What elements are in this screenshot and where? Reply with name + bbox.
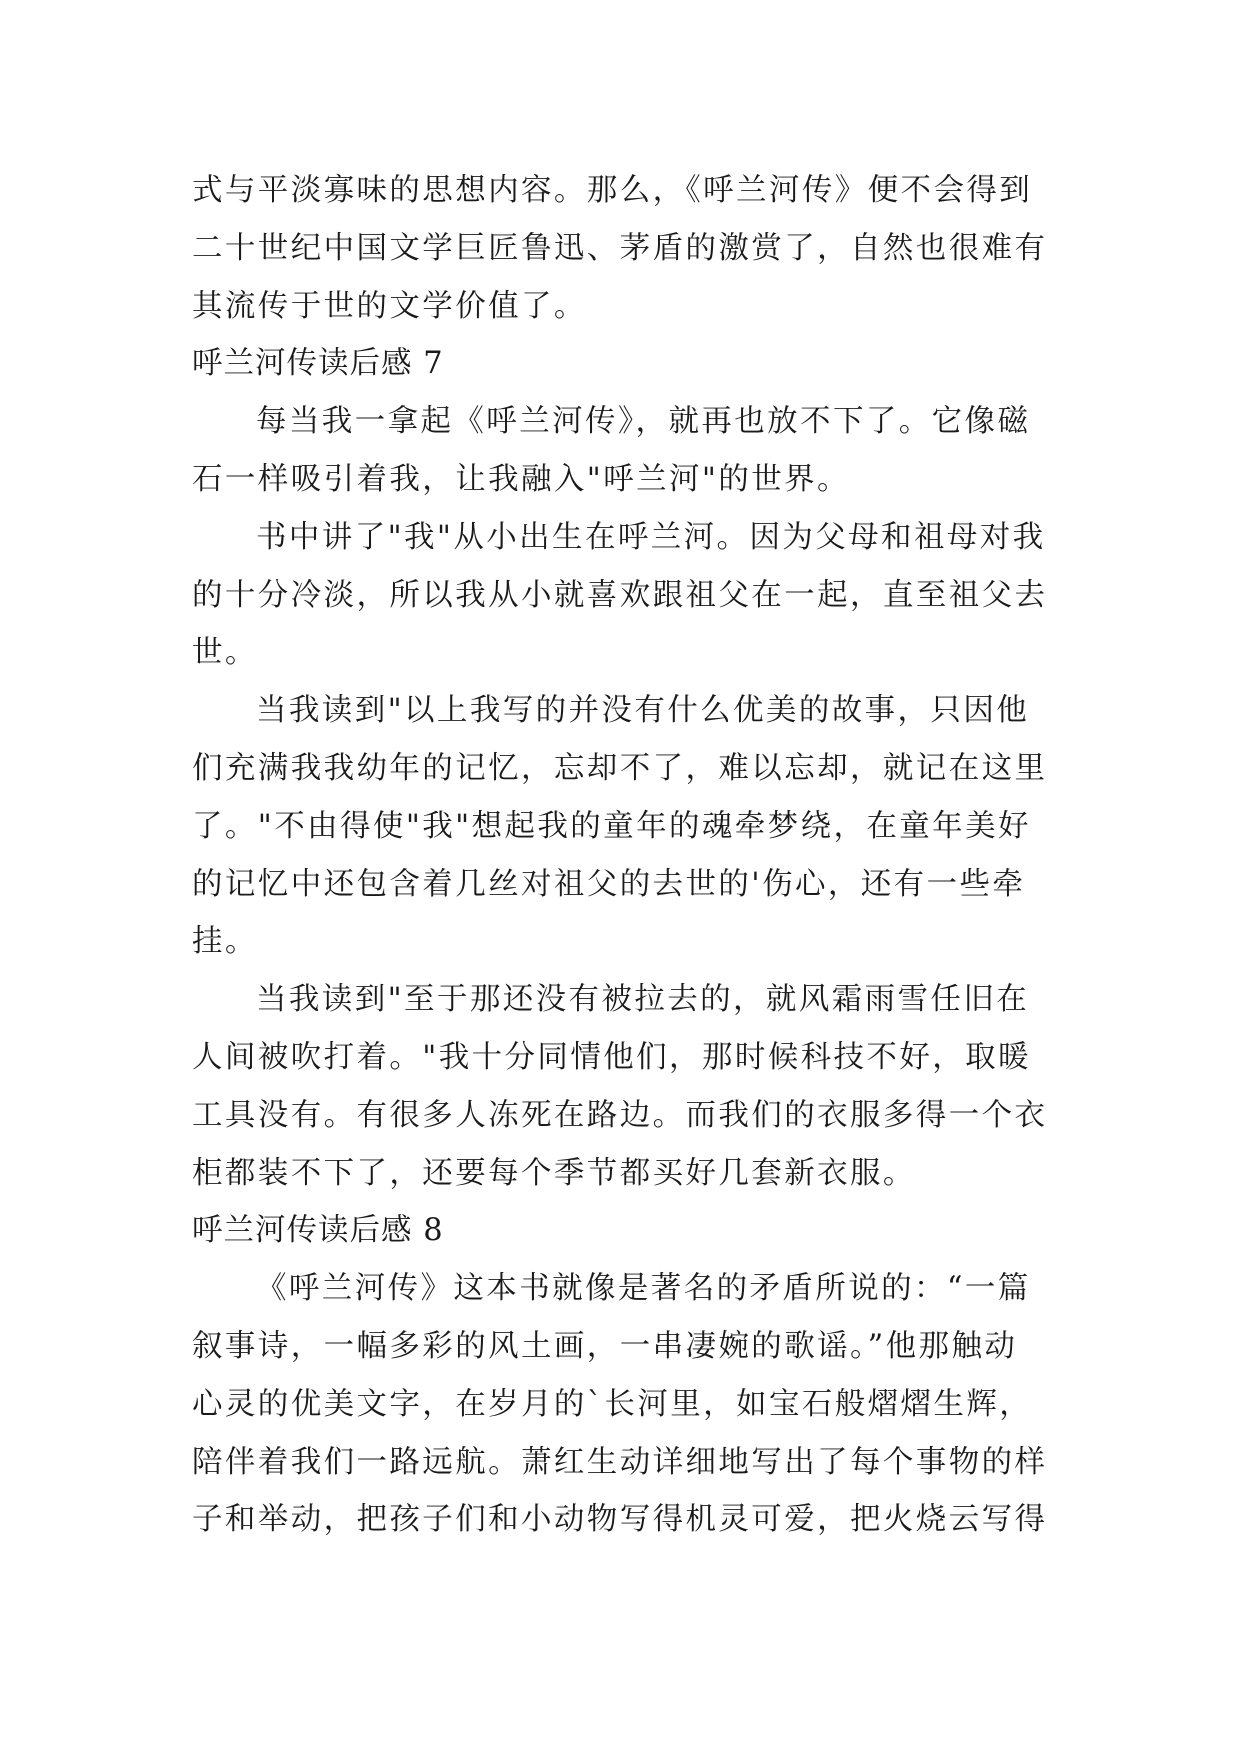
text-line: 工具没有。有很多人冻死在路边。而我们的衣服多得一个衣 — [192, 1097, 1048, 1133]
text-line: 《呼兰河传》这本书就像是著名的矛盾所说的：“一篇 — [256, 1271, 1031, 1307]
text-line: 挂。 — [192, 924, 258, 960]
text-line: 当我读到"至于那还没有被拉去的，就风霜雨雪任旧在 — [256, 982, 1030, 1018]
text-line: 每当我一拿起《呼兰河传》，就再也放不下了。它像磁 — [256, 404, 1031, 440]
text-line: 了。"不由得使"我"想起我的童年的魂牵梦绕，在童年美好 — [192, 808, 1031, 844]
text-line: 当我读到"以上我写的并没有什么优美的故事，只因他 — [256, 693, 1030, 729]
text-line: 子和举动，把孩子们和小动物写得机灵可爱，把火烧云写得 — [192, 1502, 1048, 1538]
document-page — [192, 162, 1052, 1549]
text-line: 柜都装不下了，还要每个季节都买好几套新衣服。 — [192, 1155, 916, 1191]
text-line: 的记忆中还包含着几丝对祖父的去世的'伤心，还有一些牵 — [192, 866, 1026, 902]
section-heading: 呼兰河传读后感 8 — [192, 1213, 444, 1249]
text-line: 式与平淡寡味的思想内容。那么，《呼兰河传》便不会得到 — [192, 173, 1033, 208]
text-line: 叙事诗，一幅多彩的风土画，一串凄婉的歌谣。”他那触动 — [192, 1328, 1018, 1364]
text-line: 们充满我我幼年的记忆，忘却不了，难以忘却，就记在这里 — [192, 750, 1048, 786]
text-line: 书中讲了"我"从小出生在呼兰河。因为父母和祖母对我 — [256, 519, 1046, 555]
text-line: 陪伴着我们一路远航。萧红生动详细地写出了每个事物的样 — [192, 1444, 1048, 1480]
text-line: 其流传于世的文学价值了。 — [192, 288, 587, 324]
text-line: 心灵的优美文字，在岁月的`长河里，如宝石般熠熠生辉， — [192, 1386, 1033, 1422]
text-line: 世。 — [192, 635, 258, 671]
text-line: 的十分冷淡，所以我从小就喜欢跟祖父在一起，直至祖父去 — [192, 577, 1048, 613]
section-heading: 呼兰河传读后感 7 — [192, 346, 444, 382]
text-line: 人间被吹打着。"我十分同情他们，那时候科技不好，取暖 — [192, 1039, 1031, 1075]
text-line: 二十世纪中国文学巨匠鲁迅、茅盾的激赏了，自然也很难有 — [192, 230, 1048, 266]
text-line: 石一样吸引着我，让我融入"呼兰河"的世界。 — [192, 461, 850, 497]
